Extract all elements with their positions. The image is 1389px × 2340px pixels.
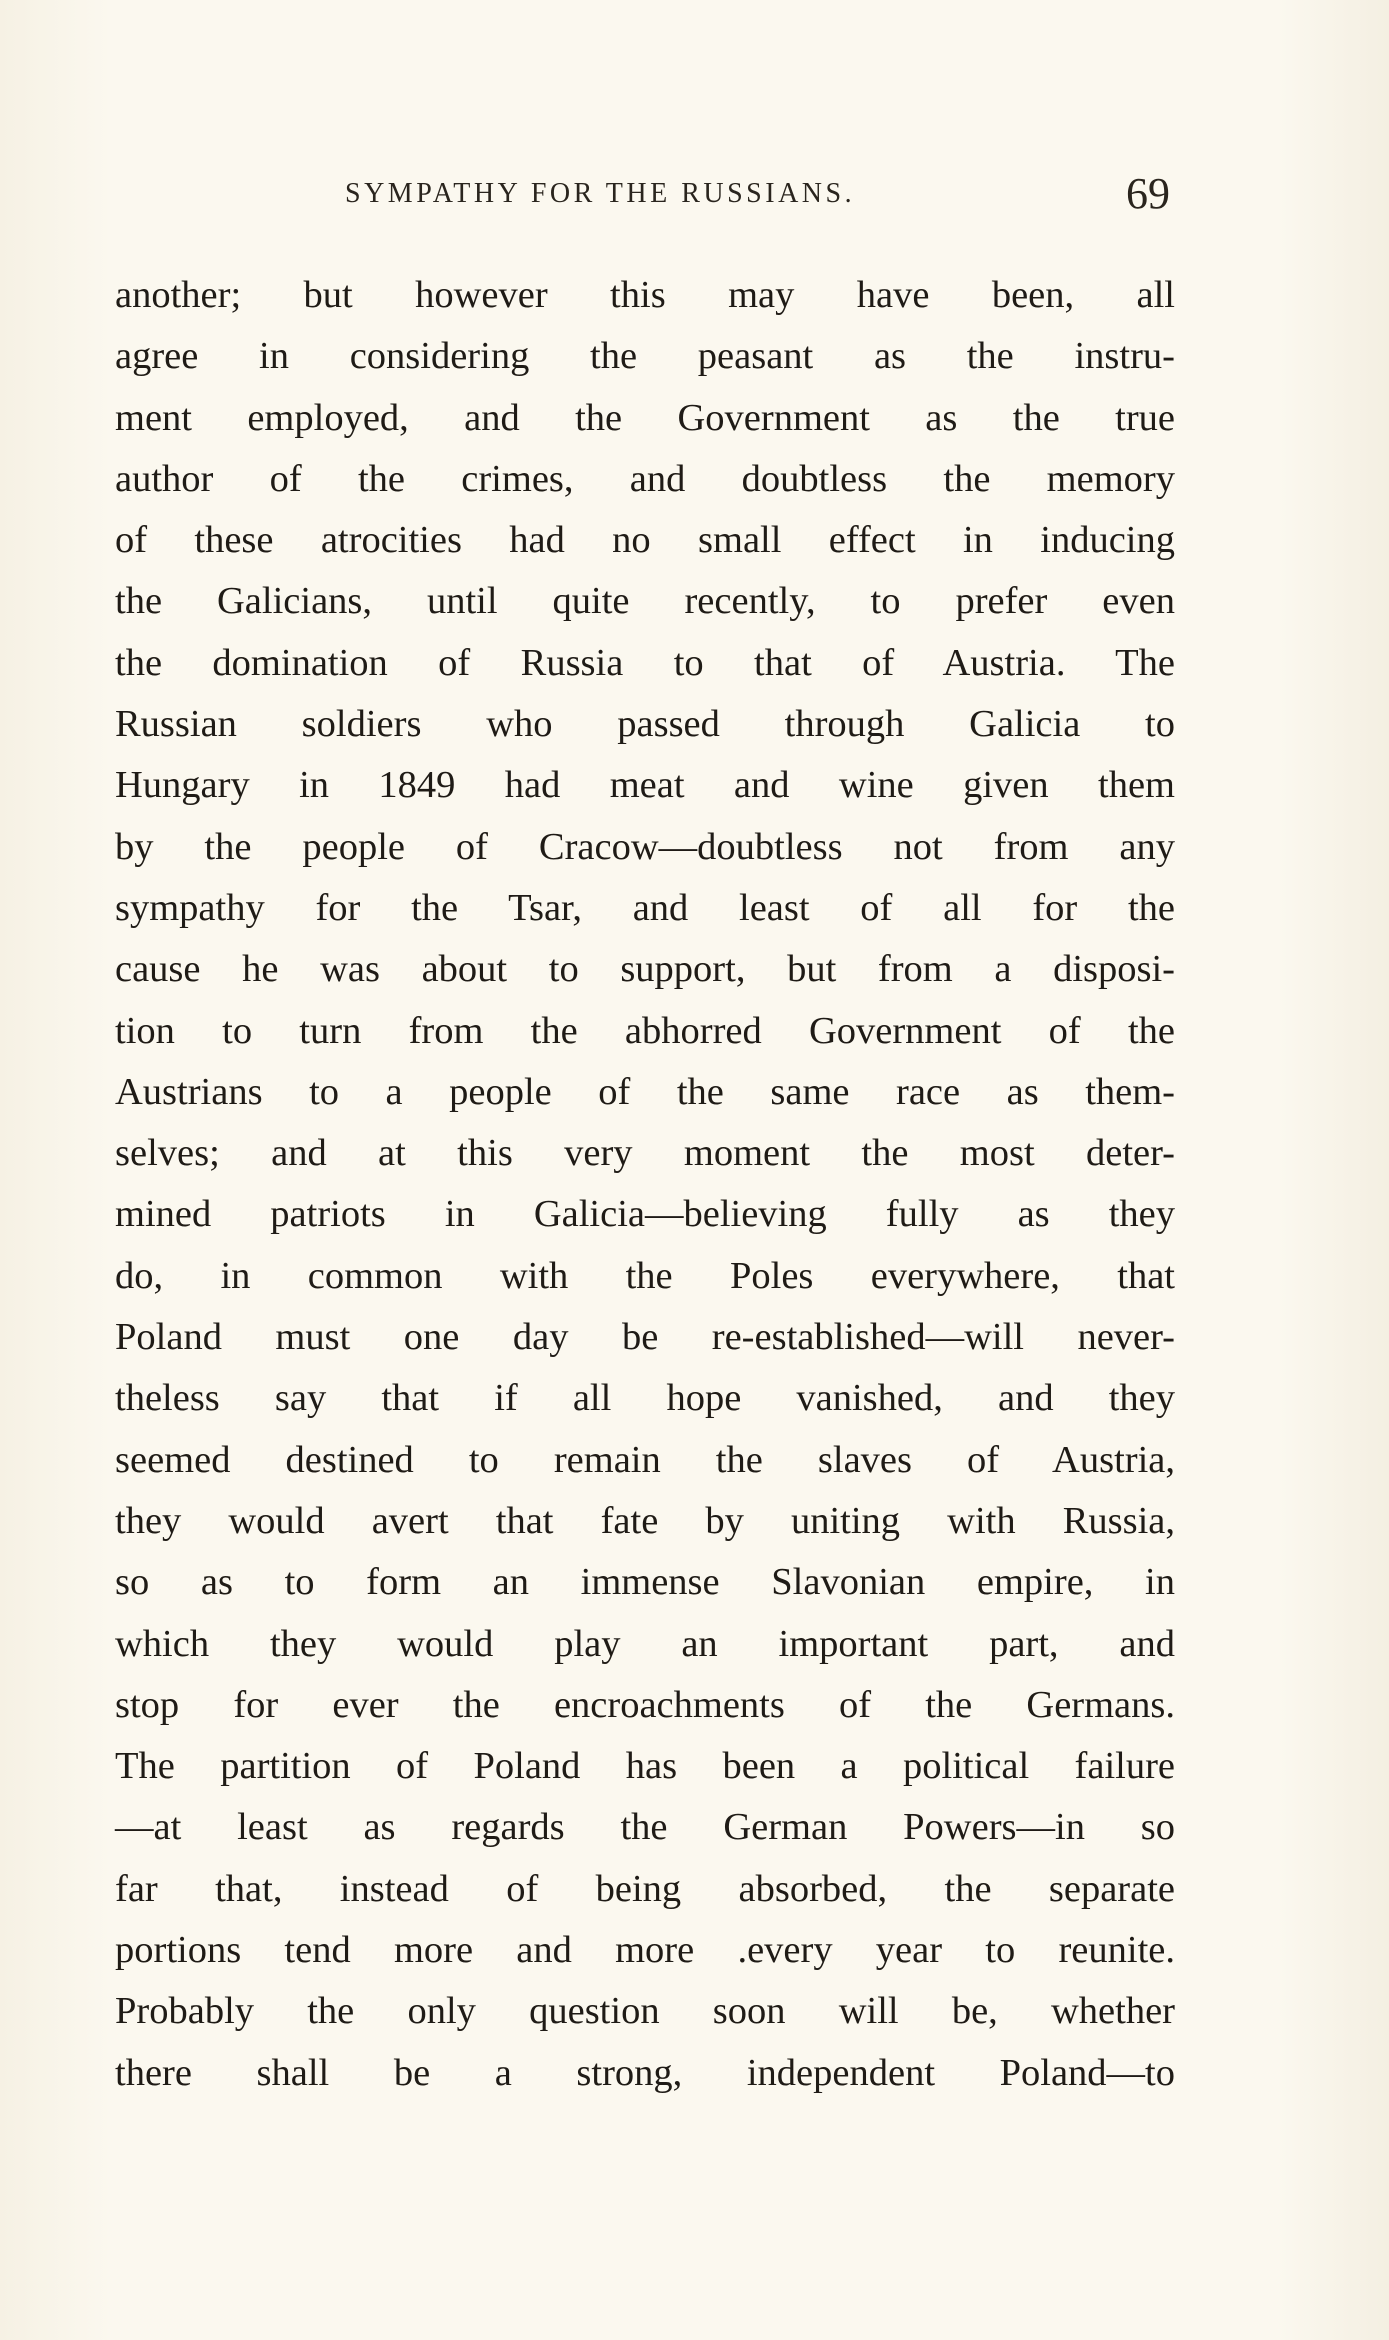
text-line: so as to form an immense Slavonian empire, in — [115, 1561, 1175, 1604]
text-line: another; but however this may have been, all — [115, 274, 1175, 316]
text-line: ment employed, and the Government as the true — [115, 396, 1175, 439]
text-line: cause he was about to support, but from a disposi- — [115, 948, 1175, 991]
text-line: the Galicians, until quite recently, to prefer even — [115, 580, 1175, 623]
text-line: far that, instead of being absorbed, the separate — [115, 1867, 1175, 1910]
text-line: sympathy for the Tsar, and least of all for the — [115, 886, 1175, 929]
text-line: selves; and at this very moment the most deter- — [115, 1132, 1175, 1175]
text-line: the domination of Russia to that of Austria. The — [115, 641, 1175, 684]
running-head: SYMPATHY FOR THE RUSSIANS. — [345, 178, 856, 209]
text-line: —at least as regards the German Powers—in so — [115, 1806, 1175, 1849]
text-line: which they would play an important part, and — [115, 1622, 1175, 1665]
text-line: they would avert that fate by uniting with Russia, — [115, 1499, 1175, 1542]
text-line: The partition of Poland has been a political failure — [115, 1745, 1175, 1788]
page-number: 69 — [1126, 169, 1170, 218]
text-line: Russian soldiers who passed through Galicia to — [115, 703, 1175, 746]
text-line: of these atrocities had no small effect in inducing — [115, 519, 1175, 562]
page-header — [115, 168, 1170, 228]
text-line: Hungary in 1849 had meat and wine given them — [115, 764, 1175, 807]
text-line: stop for ever the encroachments of the Germans. — [115, 1683, 1175, 1726]
text-line: seemed destined to remain the slaves of Austria, — [115, 1438, 1175, 1481]
text-line: mined patriots in Galicia—believing fully as they — [115, 1193, 1175, 1236]
body-text — [115, 265, 1175, 2104]
text-line: Austrians to a people of the same race as them- — [115, 1070, 1175, 1113]
text-line: theless say that if all hope vanished, and they — [115, 1377, 1175, 1420]
text-line: author of the crimes, and doubtless the memory — [115, 457, 1175, 500]
text-line: agree in considering the peasant as the instru- — [115, 335, 1175, 378]
text-line: tion to turn from the abhorred Government of the — [115, 1009, 1175, 1052]
text-line: do, in common with the Poles everywhere, that — [115, 1254, 1175, 1297]
text-line: portions tend more and more .every year to reunite. — [115, 1929, 1175, 1972]
text-line: there shall be a strong, independent Poland—to — [115, 2051, 1175, 2094]
text-line: Probably the only question soon will be, whether — [115, 1990, 1175, 2033]
text-line: by the people of Cracow—doubtless not from any — [115, 825, 1175, 868]
text-line: Poland must one day be re-established—will never- — [115, 1316, 1175, 1359]
